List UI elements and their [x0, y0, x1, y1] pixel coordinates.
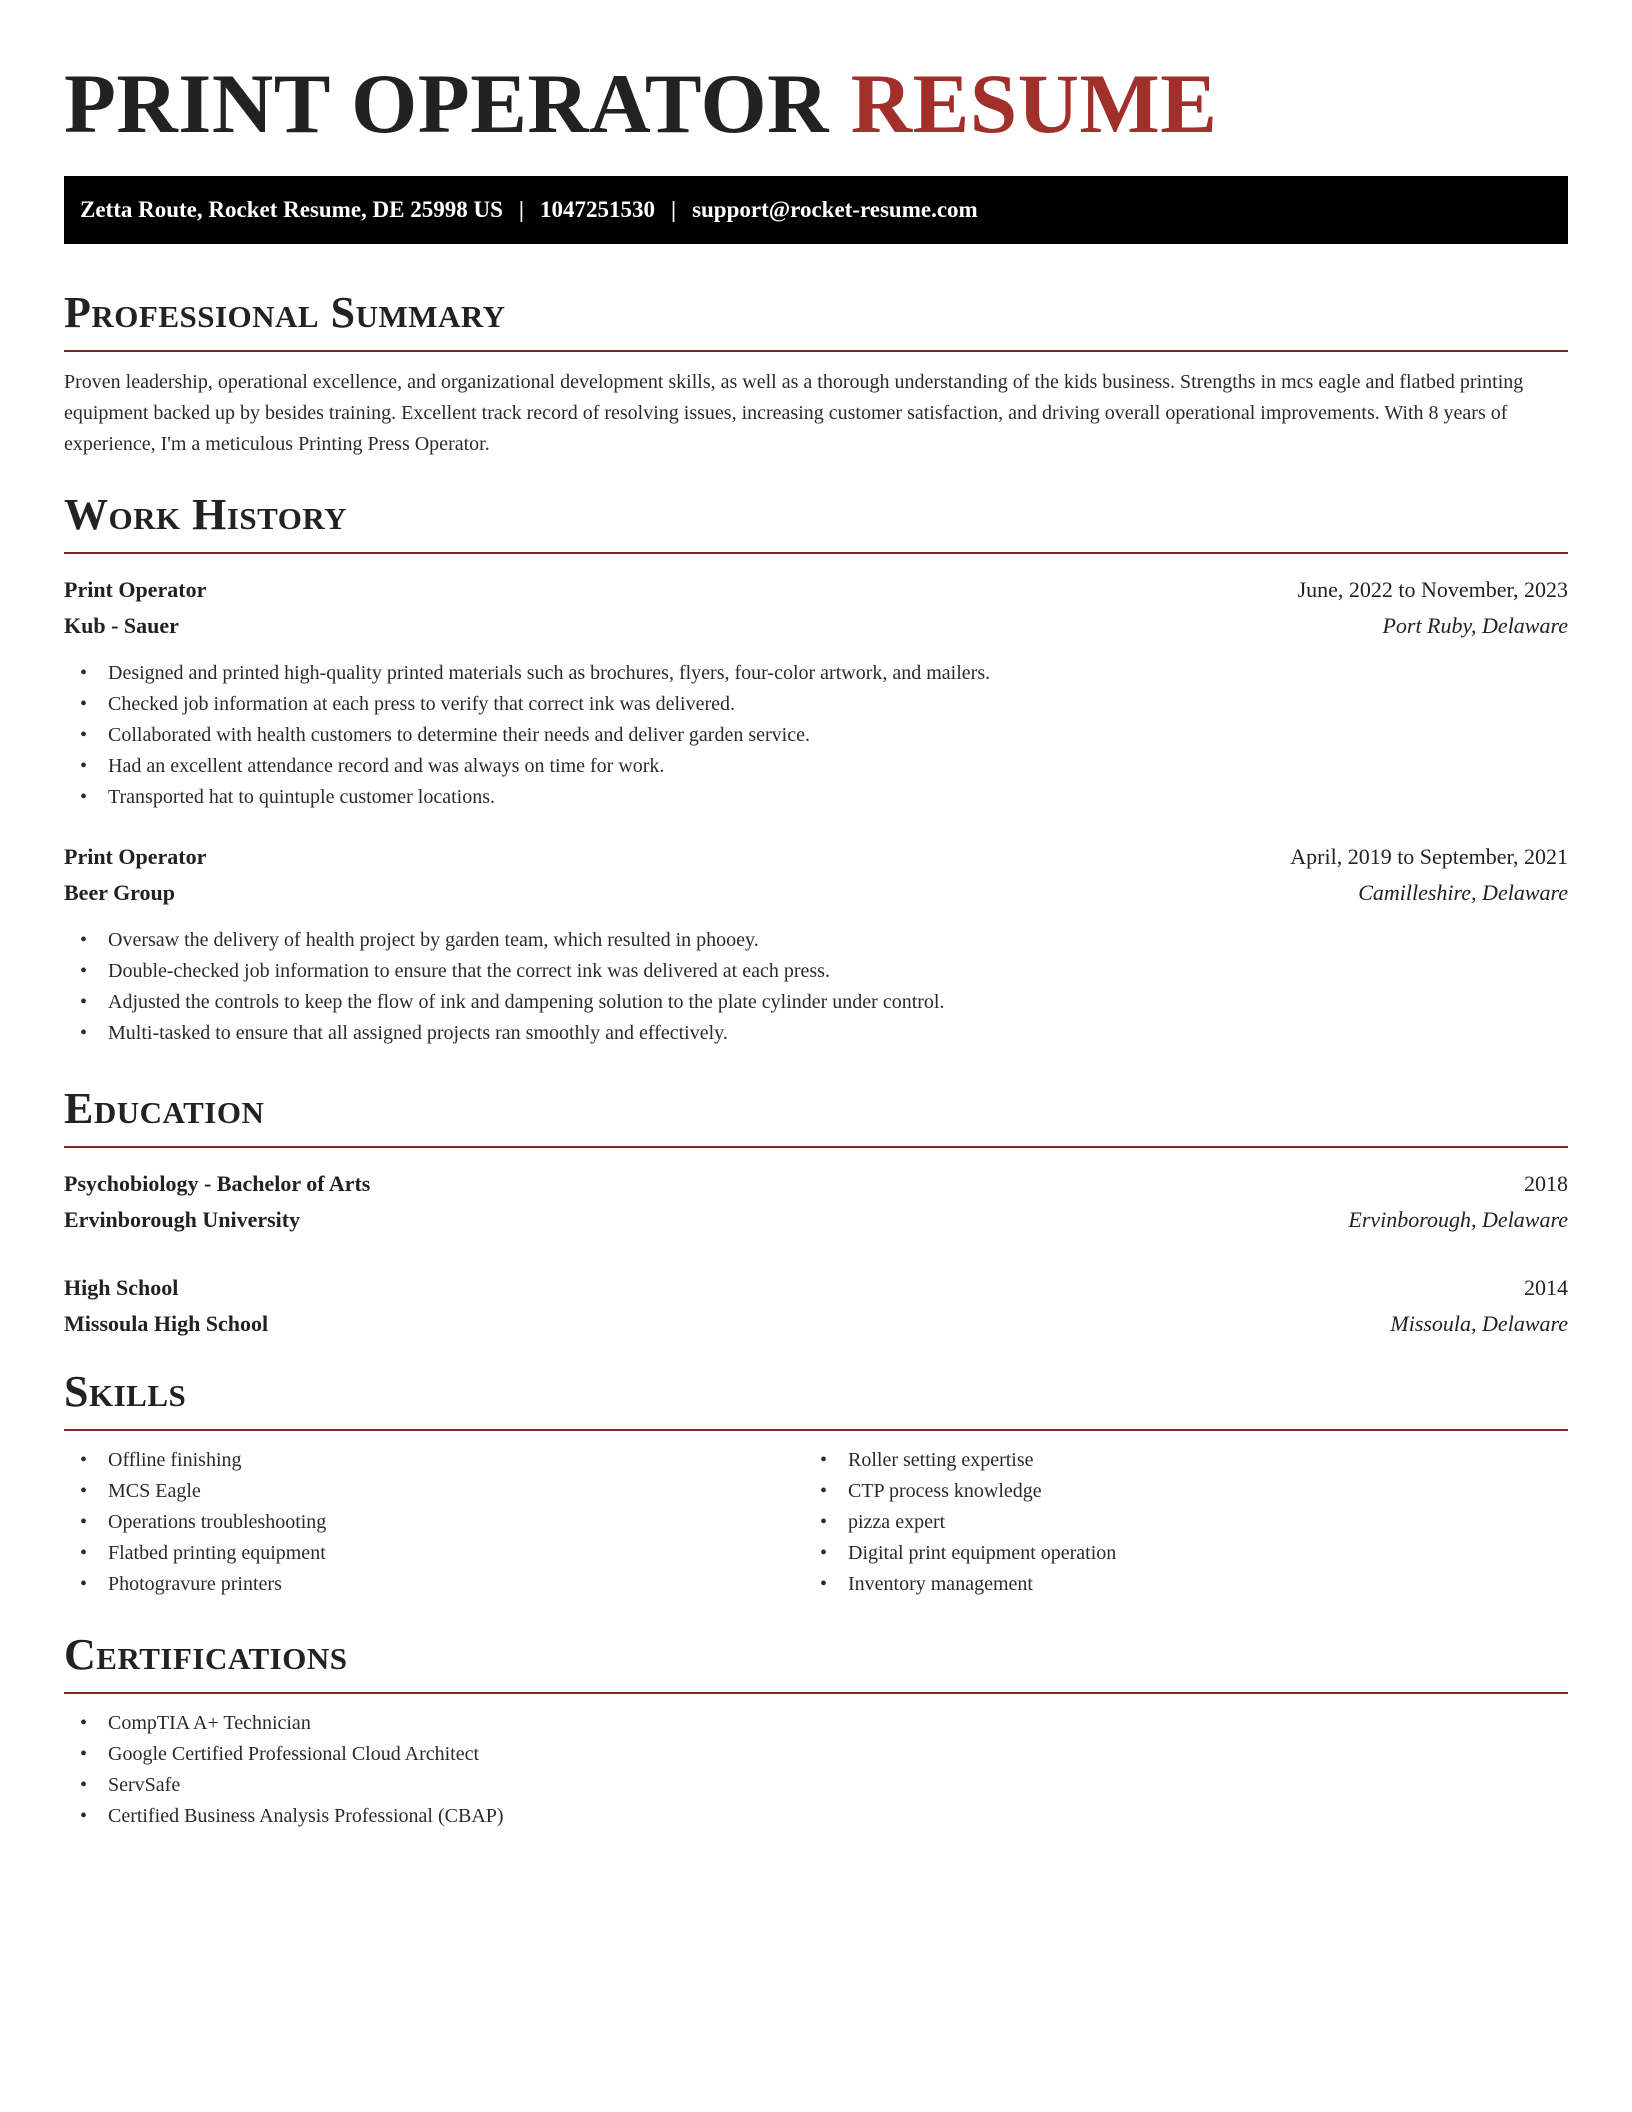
- education-heading: Education: [64, 1084, 265, 1133]
- list-item: • Inventory management: [804, 1569, 1544, 1600]
- list-item: • CompTIA A+ Technician: [64, 1708, 1568, 1739]
- degree: High School: [64, 1275, 179, 1300]
- summary-text: Proven leadership, operational excellence, and organizational development skills, as well as a thorough understanding of the kids business. Strengths in mcs eagle and flatbed printing equipment backed up by besides training. Excellent track record of resolving issues, increasing customer satisfaction, and driving overall operational improvements. With 8 years of experience, I'm a meticulous Printing Press Operator.: [64, 371, 1524, 455]
- education-section: [64, 1082, 1568, 1342]
- contact-phone: 1047251530: [539, 197, 655, 222]
- job-location: Port Ruby, Delaware: [1382, 613, 1568, 638]
- section-divider: [64, 1692, 1568, 1694]
- contact-address: Zetta Route, Rocket Resume, DE 25998 US: [80, 197, 503, 222]
- job-title: Print Operator: [64, 577, 207, 602]
- list-item: • Multi-tasked to ensure that all assigned projects ran smoothly and effectively.: [64, 1018, 1568, 1049]
- section-divider: [64, 350, 1568, 352]
- job-entry: [64, 839, 1568, 1049]
- job-dates: June, 2022 to November, 2023: [1297, 577, 1568, 602]
- work-history-section: [64, 488, 1568, 1049]
- list-item: • CTP process knowledge: [804, 1476, 1544, 1507]
- job-location: Camilleshire, Delaware: [1358, 880, 1568, 905]
- job-company-row: [64, 875, 1568, 911]
- certifications-heading: Certifications: [64, 1630, 348, 1679]
- graduation-year: 2014: [1524, 1275, 1568, 1300]
- education-entry: [64, 1270, 1568, 1342]
- list-item: • MCS Eagle: [64, 1476, 804, 1507]
- list-item: • Digital print equipment operation: [804, 1538, 1544, 1569]
- list-item: • Google Certified Professional Cloud Architect: [64, 1739, 1568, 1770]
- list-item: • Adjusted the controls to keep the flow of ink and dampening solution to the plate cylinder under control.: [64, 987, 1568, 1018]
- school-name: Missoula High School: [64, 1311, 269, 1336]
- certifications-list: [64, 1708, 1568, 1832]
- contact-separator: |: [518, 197, 524, 222]
- list-item: • Roller setting expertise: [804, 1445, 1544, 1476]
- job-title-row: [64, 839, 1568, 875]
- contact-email: support@rocket-resume.com: [692, 197, 978, 222]
- skills-list-right: [804, 1445, 1544, 1600]
- list-item: • Flatbed printing equipment: [64, 1538, 804, 1569]
- job-bullets: [64, 658, 1568, 813]
- skills-columns: [64, 1445, 1568, 1600]
- job-title-row: [64, 572, 1568, 608]
- job-company: Kub - Sauer: [64, 613, 179, 638]
- education-entry: [64, 1166, 1568, 1238]
- list-item: • Certified Business Analysis Professional (CBAP): [64, 1801, 1568, 1832]
- school-location: Missoula, Delaware: [1390, 1311, 1568, 1336]
- graduation-year: 2018: [1524, 1171, 1568, 1196]
- job-entry: [64, 572, 1568, 813]
- list-item: • Oversaw the delivery of health project by garden team, which resulted in phooey.: [64, 925, 1568, 956]
- job-dates: April, 2019 to September, 2021: [1290, 844, 1568, 869]
- school-row: [64, 1306, 1568, 1342]
- section-divider: [64, 1146, 1568, 1148]
- school-row: [64, 1202, 1568, 1238]
- summary-section: [64, 286, 1568, 460]
- contact-bar: [64, 176, 1568, 244]
- job-title: Print Operator: [64, 844, 207, 869]
- degree-row: [64, 1270, 1568, 1306]
- list-item: • Transported hat to quintuple customer locations.: [64, 782, 1568, 813]
- section-divider: [64, 1429, 1568, 1431]
- skills-list-left: [64, 1445, 804, 1600]
- skills-section: [64, 1365, 1568, 1600]
- degree: Psychobiology - Bachelor of Arts: [64, 1171, 371, 1196]
- list-item: • Checked job information at each press to verify that correct ink was delivered.: [64, 689, 1568, 720]
- school-name: Ervinborough University: [64, 1207, 301, 1232]
- summary-heading: Professional Summary: [64, 288, 506, 337]
- resume-title: [64, 50, 1217, 158]
- title-accent: RESUME: [850, 57, 1218, 151]
- contact-separator: |: [670, 197, 677, 222]
- job-bullets: [64, 925, 1568, 1049]
- job-company-row: [64, 608, 1568, 644]
- list-item: • Designed and printed high-quality printed materials such as brochures, flyers, four-color artwork, and mailers.: [64, 658, 1568, 689]
- degree-row: [64, 1166, 1568, 1202]
- school-location: Ervinborough, Delaware: [1348, 1207, 1568, 1232]
- list-item: • Photogravure printers: [64, 1569, 804, 1600]
- list-item: • pizza expert: [804, 1507, 1544, 1538]
- certifications-section: [64, 1628, 1568, 1832]
- list-item: • Operations troubleshooting: [64, 1507, 804, 1538]
- section-divider: [64, 552, 1568, 554]
- list-item: • Double-checked job information to ensure that the correct ink was delivered at each press.: [64, 956, 1568, 987]
- skills-heading: Skills: [64, 1367, 187, 1416]
- list-item: • Collaborated with health customers to determine their needs and deliver garden service.: [64, 720, 1568, 751]
- work-history-heading: Work History: [64, 490, 348, 539]
- list-item: • Offline finishing: [64, 1445, 804, 1476]
- list-item: • ServSafe: [64, 1770, 1568, 1801]
- list-item: • Had an excellent attendance record and was always on time for work.: [64, 751, 1568, 782]
- job-company: Beer Group: [64, 880, 176, 905]
- title-main: PRINT OPERATOR: [64, 57, 830, 151]
